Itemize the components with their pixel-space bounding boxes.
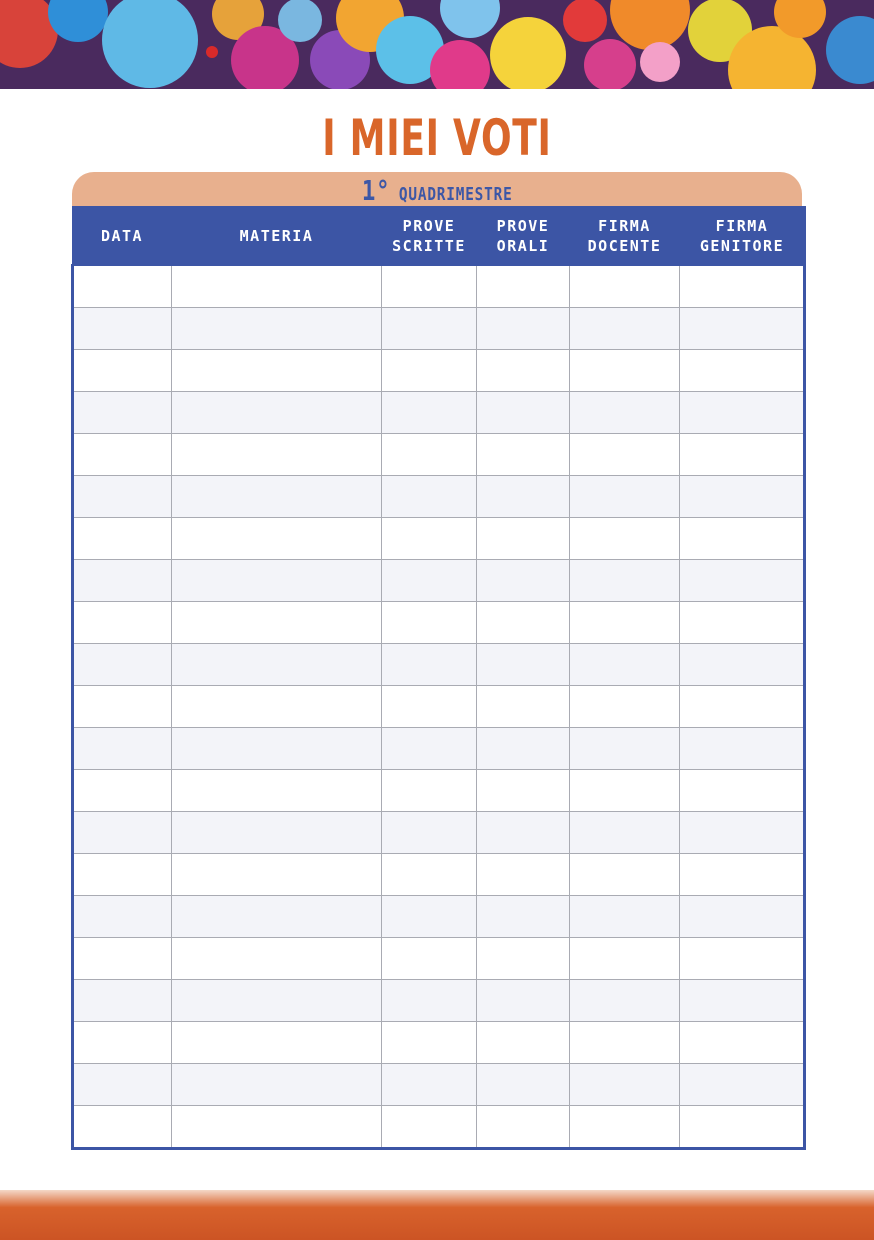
cell-data[interactable] [73, 854, 172, 896]
cell-firma-docente[interactable] [570, 1064, 680, 1106]
header-firma-genitore: FIRMA GENITORE [680, 207, 805, 265]
cell-materia[interactable] [172, 728, 382, 770]
table-row [73, 686, 805, 728]
cell-firma-genitore[interactable] [680, 686, 805, 728]
table-row [73, 938, 805, 980]
period-label [362, 174, 513, 207]
colorful-spheres-image [0, 0, 874, 89]
cell-firma-genitore[interactable] [680, 308, 805, 350]
cell-materia[interactable] [172, 980, 382, 1022]
table-row [73, 392, 805, 434]
cell-prove-orali[interactable] [477, 1064, 570, 1106]
cell-prove-orali[interactable] [477, 308, 570, 350]
cell-prove-scritte[interactable] [382, 770, 477, 812]
header-materia: MATERIA [172, 207, 382, 265]
table-row [73, 265, 805, 308]
cell-prove-scritte[interactable] [382, 265, 477, 308]
cell-prove-orali[interactable] [477, 938, 570, 980]
cell-prove-scritte[interactable] [382, 644, 477, 686]
cell-materia[interactable] [172, 602, 382, 644]
cell-materia[interactable] [172, 1022, 382, 1064]
cell-firma-genitore[interactable] [680, 644, 805, 686]
cell-prove-orali[interactable] [477, 1022, 570, 1064]
cell-firma-docente[interactable] [570, 1106, 680, 1149]
cell-data[interactable] [73, 602, 172, 644]
cell-firma-genitore[interactable] [680, 938, 805, 980]
cell-prove-orali[interactable] [477, 812, 570, 854]
cell-data[interactable] [73, 350, 172, 392]
table-row [73, 350, 805, 392]
table-row [73, 854, 805, 896]
cell-prove-scritte[interactable] [382, 518, 477, 560]
cell-firma-genitore[interactable] [680, 350, 805, 392]
cell-materia[interactable] [172, 308, 382, 350]
cell-data[interactable] [73, 560, 172, 602]
cell-prove-scritte[interactable] [382, 392, 477, 434]
cell-prove-scritte[interactable] [382, 686, 477, 728]
cell-data[interactable] [73, 476, 172, 518]
cell-prove-orali[interactable] [477, 770, 570, 812]
cell-firma-docente[interactable] [570, 770, 680, 812]
cell-prove-orali[interactable] [477, 644, 570, 686]
cell-prove-scritte[interactable] [382, 560, 477, 602]
cell-prove-orali[interactable] [477, 518, 570, 560]
cell-prove-scritte[interactable] [382, 1064, 477, 1106]
cell-firma-genitore[interactable] [680, 896, 805, 938]
cell-prove-orali[interactable] [477, 350, 570, 392]
cell-firma-docente[interactable] [570, 602, 680, 644]
cell-data[interactable] [73, 1022, 172, 1064]
cell-firma-genitore[interactable] [680, 265, 805, 308]
cell-materia[interactable] [172, 896, 382, 938]
cell-firma-genitore[interactable] [680, 980, 805, 1022]
cell-data[interactable] [73, 896, 172, 938]
page-title: I MIEI VOTI [322, 109, 552, 167]
cell-prove-orali[interactable] [477, 560, 570, 602]
cell-firma-docente[interactable] [570, 938, 680, 980]
cell-firma-docente[interactable] [570, 980, 680, 1022]
footer-band [0, 1190, 874, 1240]
grades-table [71, 206, 806, 1150]
cell-materia[interactable] [172, 812, 382, 854]
cell-prove-scritte[interactable] [382, 434, 477, 476]
cell-firma-docente[interactable] [570, 434, 680, 476]
cell-firma-docente[interactable] [570, 560, 680, 602]
cell-firma-docente[interactable] [570, 896, 680, 938]
cell-data[interactable] [73, 938, 172, 980]
cell-data[interactable] [73, 728, 172, 770]
cell-materia[interactable] [172, 686, 382, 728]
cell-firma-genitore[interactable] [680, 728, 805, 770]
cell-prove-orali[interactable] [477, 434, 570, 476]
table-row [73, 980, 805, 1022]
cell-prove-orali[interactable] [477, 728, 570, 770]
cell-prove-orali[interactable] [477, 392, 570, 434]
cell-materia[interactable] [172, 392, 382, 434]
cell-firma-genitore[interactable] [680, 770, 805, 812]
cell-prove-scritte[interactable] [382, 980, 477, 1022]
table-row [73, 770, 805, 812]
cell-data[interactable] [73, 1106, 172, 1149]
period-tab [72, 172, 802, 208]
table-row [73, 644, 805, 686]
cell-firma-docente[interactable] [570, 308, 680, 350]
cell-firma-docente[interactable] [570, 644, 680, 686]
cell-firma-genitore[interactable] [680, 1022, 805, 1064]
cell-firma-genitore[interactable] [680, 434, 805, 476]
table-row [73, 896, 805, 938]
cell-materia[interactable] [172, 434, 382, 476]
cell-firma-docente[interactable] [570, 686, 680, 728]
cell-firma-genitore[interactable] [680, 854, 805, 896]
table-row [73, 812, 805, 854]
cell-prove-scritte[interactable] [382, 896, 477, 938]
cell-prove-scritte[interactable] [382, 854, 477, 896]
cell-firma-docente[interactable] [570, 812, 680, 854]
cell-prove-scritte[interactable] [382, 350, 477, 392]
cell-data[interactable] [73, 686, 172, 728]
cell-materia[interactable] [172, 476, 382, 518]
cell-materia[interactable] [172, 560, 382, 602]
cell-prove-orali[interactable] [477, 854, 570, 896]
cell-data[interactable] [73, 980, 172, 1022]
cell-prove-scritte[interactable] [382, 308, 477, 350]
cell-prove-orali[interactable] [477, 602, 570, 644]
cell-prove-scritte[interactable] [382, 728, 477, 770]
table-row [73, 518, 805, 560]
cell-firma-docente[interactable] [570, 728, 680, 770]
cell-prove-scritte[interactable] [382, 1022, 477, 1064]
table-row [73, 1064, 805, 1106]
cell-firma-genitore[interactable] [680, 1106, 805, 1149]
cell-prove-orali[interactable] [477, 896, 570, 938]
cell-data[interactable] [73, 518, 172, 560]
table-row [73, 602, 805, 644]
cell-materia[interactable] [172, 1064, 382, 1106]
period-number: 1° [361, 174, 391, 207]
cell-prove-scritte[interactable] [382, 1106, 477, 1149]
cell-data[interactable] [73, 265, 172, 308]
decorative-banner [0, 0, 874, 89]
table-row [73, 308, 805, 350]
cell-materia[interactable] [172, 518, 382, 560]
cell-materia[interactable] [172, 938, 382, 980]
cell-firma-docente[interactable] [570, 392, 680, 434]
cell-firma-docente[interactable] [570, 265, 680, 308]
table-row [73, 560, 805, 602]
cell-prove-scritte[interactable] [382, 602, 477, 644]
table-row [73, 476, 805, 518]
cell-materia[interactable] [172, 265, 382, 308]
table-row [73, 728, 805, 770]
cell-firma-genitore[interactable] [680, 518, 805, 560]
cell-firma-docente[interactable] [570, 854, 680, 896]
cell-prove-orali[interactable] [477, 265, 570, 308]
cell-firma-docente[interactable] [570, 476, 680, 518]
table-row [73, 1106, 805, 1149]
cell-prove-orali[interactable] [477, 1106, 570, 1149]
cell-materia[interactable] [172, 1106, 382, 1149]
cell-prove-orali[interactable] [477, 476, 570, 518]
cell-materia[interactable] [172, 854, 382, 896]
table-header-row [73, 207, 805, 265]
cell-data[interactable] [73, 644, 172, 686]
cell-prove-orali[interactable] [477, 686, 570, 728]
cell-firma-genitore[interactable] [680, 1064, 805, 1106]
cell-data[interactable] [73, 770, 172, 812]
cell-firma-genitore[interactable] [680, 392, 805, 434]
cell-materia[interactable] [172, 350, 382, 392]
cell-materia[interactable] [172, 644, 382, 686]
period-word: QUADRIMESTRE [398, 184, 513, 205]
cell-firma-genitore[interactable] [680, 812, 805, 854]
cell-prove-orali[interactable] [477, 980, 570, 1022]
header-prove-orali: PROVE ORALI [477, 207, 570, 265]
cell-prove-scritte[interactable] [382, 938, 477, 980]
table-row [73, 434, 805, 476]
cell-prove-scritte[interactable] [382, 476, 477, 518]
header-prove-scritte: PROVE SCRITTE [382, 207, 477, 265]
cell-firma-genitore[interactable] [680, 476, 805, 518]
cell-firma-docente[interactable] [570, 350, 680, 392]
cell-data[interactable] [73, 812, 172, 854]
header-data: DATA [73, 207, 172, 265]
cell-firma-genitore[interactable] [680, 560, 805, 602]
table-body [73, 265, 805, 1149]
cell-data[interactable] [73, 1064, 172, 1106]
table-row [73, 1022, 805, 1064]
header-firma-docente: FIRMA DOCENTE [570, 207, 680, 265]
cell-data[interactable] [73, 392, 172, 434]
cell-data[interactable] [73, 308, 172, 350]
cell-prove-scritte[interactable] [382, 812, 477, 854]
cell-firma-docente[interactable] [570, 1022, 680, 1064]
cell-materia[interactable] [172, 770, 382, 812]
cell-data[interactable] [73, 434, 172, 476]
cell-firma-docente[interactable] [570, 518, 680, 560]
cell-firma-genitore[interactable] [680, 602, 805, 644]
